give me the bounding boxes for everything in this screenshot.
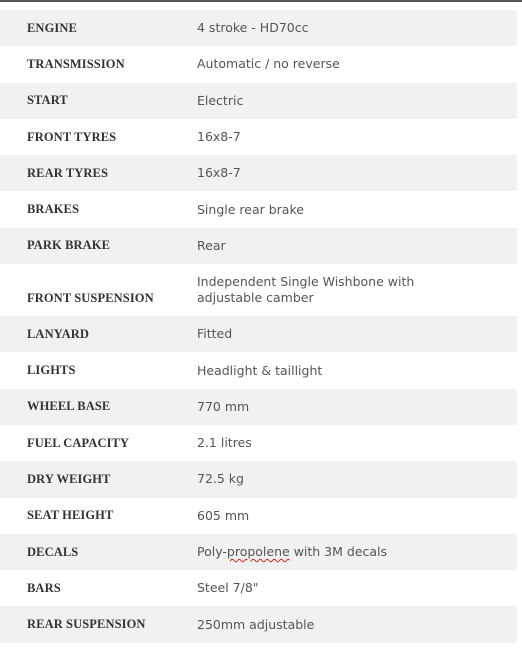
spec-label: TRANSMISSION [27,56,125,71]
spec-label: WHEEL BASE [0,389,184,425]
spec-value [184,534,517,570]
spec-label: SEAT HEIGHT [27,508,114,523]
spec-row-start [0,83,517,119]
spec-value: Automatic / no reverse [197,56,340,72]
spec-value: Electric [184,83,517,119]
spec-row-dry-weight [0,461,517,497]
spec-label: DRY WEIGHT [0,461,184,497]
spec-value: 72.5 kg [184,461,517,497]
spec-row-fuel-capacity [0,425,517,461]
spec-label: FUEL CAPACITY [27,435,130,450]
spec-label: ENGINE [0,10,184,46]
spec-value: 2.1 litres [197,435,252,451]
spec-value: 16x8-7 [184,155,517,191]
spec-label: REAR TYRES [0,155,184,191]
spec-value: Single rear brake [197,201,304,217]
spec-row-park-brake [0,228,517,264]
spec-row-wheel-base [0,389,517,425]
spec-row-front-tyres [0,119,517,155]
spec-row-rear-tyres [0,155,517,191]
spec-label: LIGHTS [27,363,76,378]
spec-label: DECALS [0,534,184,570]
spec-row-lights [0,352,517,388]
spec-row-rear-suspension [0,606,517,642]
spec-value: 16x8-7 [197,129,241,145]
spec-label: BARS [27,580,61,595]
spec-label: FRONT SUSPENSION [27,291,154,306]
spec-label: LANYARD [0,316,184,352]
spec-row-transmission [0,46,517,82]
spec-row-front-suspension [0,264,517,316]
misspelled-word[interactable]: propolene [226,544,290,559]
spec-value-part: Poly- [197,544,227,559]
spec-label: START [0,83,184,119]
spec-value: 4 stroke - HD70cc [184,10,517,46]
spec-label: PARK BRAKE [0,228,184,264]
spec-row-brakes [0,191,517,227]
spec-row-decals [0,534,517,570]
spec-row-bars [0,570,517,606]
spec-label: FRONT TYRES [27,129,117,144]
spec-value-part: with 3M decals [289,544,388,559]
spec-value: Rear [184,228,517,264]
spec-row-seat-height [0,498,517,534]
spec-row-lanyard [0,316,517,352]
specifications-table [0,10,517,643]
spec-value: Steel 7/8" [197,580,259,596]
spec-value: 605 mm [197,507,250,523]
spec-value: 770 mm [184,389,517,425]
spec-value: Headlight & taillight [197,362,323,378]
spec-value: 250mm adjustable [184,606,517,642]
spec-label: REAR SUSPENSION [0,606,184,642]
spec-value: Independent Single Wishbone with adjustable camber [197,274,415,306]
top-border [0,0,522,2]
spec-label: BRAKES [27,202,80,217]
spec-value: Fitted [184,316,517,352]
spec-row-engine [0,10,517,46]
